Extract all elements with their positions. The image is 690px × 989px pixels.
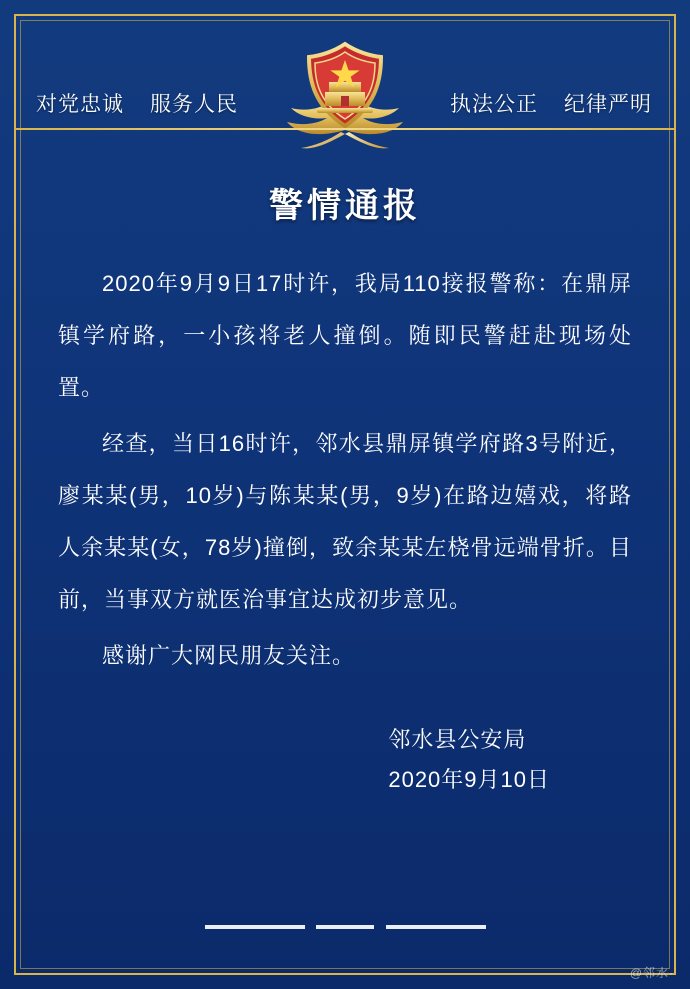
slogan-right bbox=[450, 88, 652, 118]
signature-block bbox=[388, 720, 550, 800]
slogan-left-phrase-2: 服务人民 bbox=[150, 93, 238, 116]
signature-date: 2020年9月10日 bbox=[388, 767, 550, 792]
paragraph-3: 感谢广大网民朋友关注。 bbox=[102, 643, 356, 668]
bottom-ornament bbox=[0, 919, 690, 937]
slogan-right-phrase-1: 执法公正 bbox=[450, 93, 538, 116]
document-body bbox=[58, 258, 632, 686]
signature-organization: 邻水县公安局 bbox=[388, 727, 527, 752]
page-title: 警情通报 bbox=[269, 187, 421, 225]
document-header bbox=[16, 16, 674, 144]
ornament-bar-center bbox=[316, 925, 374, 929]
header-divider bbox=[16, 128, 674, 130]
slogan-left-phrase-1: 对党忠诚 bbox=[36, 93, 124, 116]
ornament-bar-left bbox=[205, 925, 305, 929]
paragraph-2: 经查，当日16时许，邻水县鼎屏镇学府路3号附近，廖某某(男，10岁)与陈某某(男，9岁)在路边嬉戏，将路人余某某(女，78岁)撞倒，致余某某左桡骨远端骨折。目前，当事双方就医治事宜达成初步意见。 bbox=[58, 431, 632, 612]
slogan-left bbox=[36, 88, 238, 118]
watermark: @邻水· bbox=[629, 966, 674, 980]
paragraph-1: 2020年9月9日17时许，我局110接报警称：在鼎屏镇学府路，一小孩将老人撞倒。随即民警赶赴现场处置。 bbox=[58, 271, 632, 400]
slogan-right-phrase-2: 纪律严明 bbox=[564, 93, 652, 116]
police-emblem-icon bbox=[283, 34, 407, 166]
ornament-bar-right bbox=[386, 925, 486, 929]
